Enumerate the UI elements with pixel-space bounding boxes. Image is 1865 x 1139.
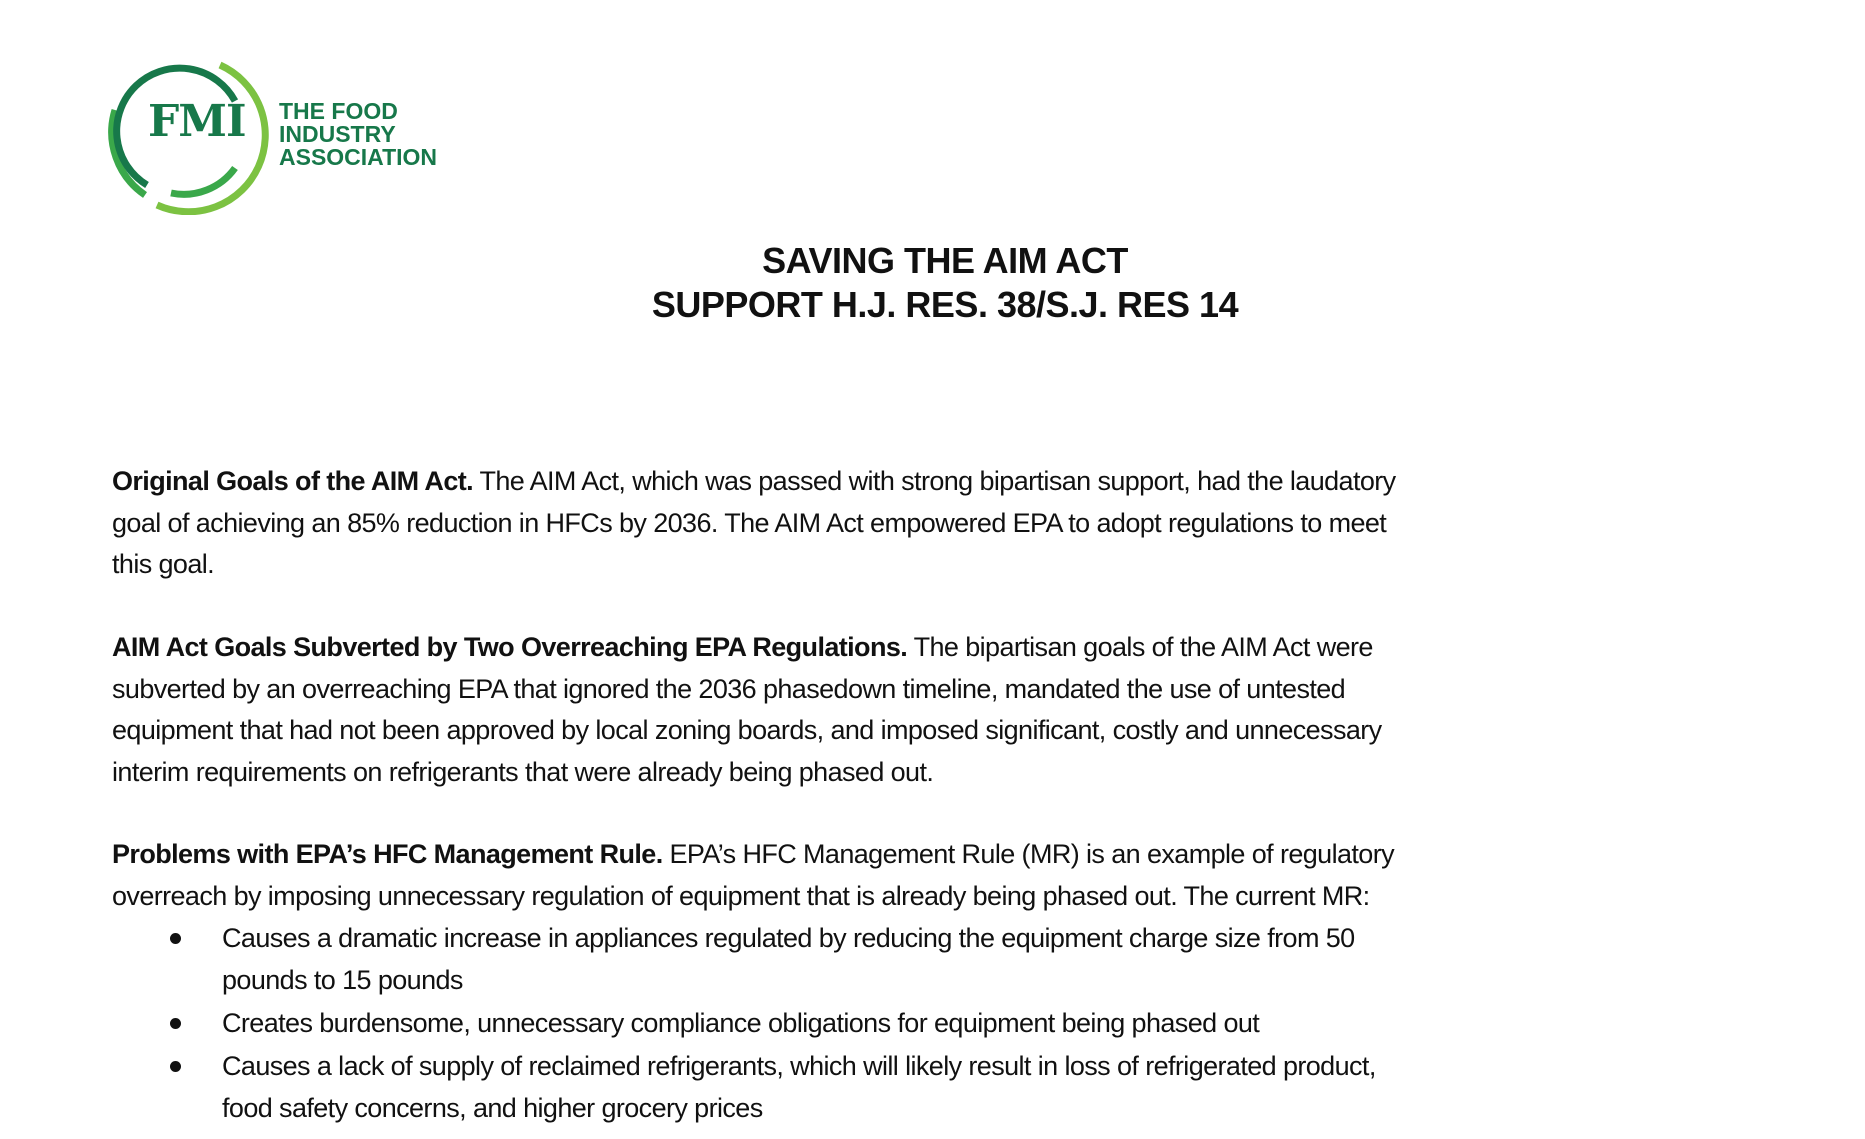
bullet-line: food safety concerns, and higher grocery prices xyxy=(222,1092,763,1123)
logo-line: INDUSTRY xyxy=(279,121,396,147)
paragraph-line: overreach by imposing unnecessary regulation of equipment that is already being phased out. The current MR: xyxy=(112,880,1370,911)
section-management-rule xyxy=(112,834,1394,917)
document-title: SAVING THE AIM ACT xyxy=(762,240,1128,281)
paragraph-line: goal of achieving an 85% reduction in HFCs by 2036. The AIM Act empowered EPA to adopt regulations to meet xyxy=(112,507,1387,538)
paragraph-line: Problems with EPA’s HFC Management Rule. EPA’s HFC Management Rule (MR) is an example of regulatory xyxy=(112,839,1395,869)
paragraph-line: AIM Act Goals Subverted by Two Overreaching EPA Regulations. The bipartisan goals of the AIM Act were xyxy=(112,632,1373,662)
logo-line: ASSOCIATION xyxy=(279,144,438,170)
bullet-line: Creates burdensome, unnecessary compliance obligations for equipment being phased out xyxy=(222,1008,1260,1038)
logo-line: THE FOOD xyxy=(279,98,398,124)
section-heading: AIM Act Goals Subverted by Two Overreaching EPA Regulations. xyxy=(112,632,908,662)
bullet-icon xyxy=(170,933,181,944)
paragraph-line: subverted by an overreaching EPA that ignored the 2036 phasedown timeline, mandated the use of untested xyxy=(112,673,1346,704)
document-subtitle: SUPPORT H.J. RES. 38/S.J. RES 14 xyxy=(651,284,1239,325)
logo-mark: FMI xyxy=(148,96,246,147)
paragraph-line: Original Goals of the AIM Act. The AIM Act, which was passed with strong bipartisan support, had the laudatory xyxy=(112,466,1396,496)
bullet-icon xyxy=(170,1061,181,1072)
logo-wordmark xyxy=(279,100,437,169)
bullet-line: Causes a lack of supply of reclaimed refrigerants, which will likely result in loss of refrigerated product, xyxy=(222,1051,1376,1081)
paragraph-line: this goal. xyxy=(112,549,215,579)
section-goals-subverted xyxy=(112,627,1382,793)
paragraph-line: equipment that had not been approved by local zoning boards, and imposed significant, costly and unnecessary xyxy=(112,715,1382,745)
bullet-line: Causes a dramatic increase in appliances regulated by reducing the equipment charge size from 50 xyxy=(222,923,1355,953)
section-heading: Original Goals of the AIM Act. xyxy=(112,466,474,496)
section-original-goals xyxy=(112,461,1396,586)
section-heading: Problems with EPA’s HFC Management Rule. xyxy=(112,839,663,869)
fmi-logo xyxy=(105,55,465,215)
paragraph-line: interim requirements on refrigerants that were already being phased out. xyxy=(112,756,934,787)
bullet-icon xyxy=(170,1018,181,1029)
bullet-line: pounds to 15 pounds xyxy=(222,964,463,995)
